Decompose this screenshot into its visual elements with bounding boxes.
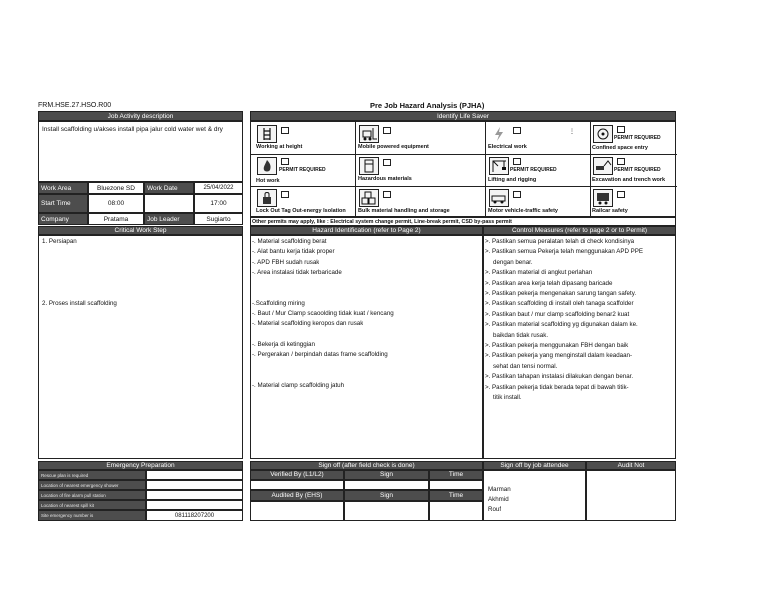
forklift-icon [359, 125, 379, 143]
permits-note-text: Other permits may apply, like : Electrical system change permit, Line-break permit, CSD by-pass permit [252, 219, 512, 225]
control-item: >. Pastikan pekerja mengenakan sarung tangan safety. [485, 290, 637, 298]
audited-time-field[interactable] [429, 501, 483, 521]
critical-step-header: Critical Work Step [38, 226, 243, 235]
hazard-item: -. Material scaffolding berat [252, 238, 327, 245]
control-item: titik install. [493, 394, 522, 402]
work-date-label: Work Date [144, 182, 194, 194]
control-item: baikdan tidak rusak. [493, 331, 549, 339]
critical-step: 2. Proses install scaffolding [42, 300, 117, 307]
control-item: >. Pastikan tahapan instalasi dilakukan dengan benar. [485, 373, 634, 381]
work-area-label: Work Area [38, 182, 88, 194]
audit-notes-box[interactable] [586, 470, 676, 521]
start-time-label: Start Time [38, 194, 88, 213]
emergency-value[interactable] [146, 470, 243, 480]
life-saver-label: Excavation and trench work [592, 177, 666, 183]
hazard-item: -. APD FBH sudah rusak [252, 259, 320, 266]
audited-by-label: Audited By (EHS) [250, 490, 344, 501]
checkbox[interactable] [281, 158, 289, 165]
company-label: Company [38, 213, 88, 225]
life-saver-cell [485, 122, 591, 155]
critical-step: 1. Persiapan [42, 238, 77, 245]
checkbox[interactable] [383, 159, 391, 166]
life-saver-label: Mobile powered equipment [358, 144, 429, 150]
life-saver-label: Lifting and rigging [488, 177, 537, 183]
ladder-icon [257, 125, 277, 143]
control-item: >. Pastikan area kerja telah dipasang baricade [485, 279, 613, 287]
hazard-item: -. Pergerakan / berpindah datas frame scaffolding [252, 351, 388, 358]
job-activity-header: Job Activity description [38, 111, 243, 121]
job-leader-value: Sugiarto [194, 213, 243, 225]
time-label: Time [429, 470, 483, 480]
audited-sign-field[interactable] [344, 501, 429, 521]
hazards-box [250, 235, 483, 459]
control-item: >. Pastikan semua peralatan telah di check kondisinya [485, 238, 635, 245]
attendee-name: Rouf [488, 506, 502, 513]
permits-note [250, 217, 676, 226]
hazmat-icon [359, 157, 379, 175]
attendee-header: Sign off by job attendee [483, 461, 586, 470]
life-saver-cell [251, 186, 356, 217]
life-saver-cell [355, 154, 486, 187]
emergency-label: Site emergency number is [38, 510, 146, 521]
checkbox[interactable] [383, 127, 391, 134]
control-header: Control Measures (refer to page 2 or to Permit) [483, 226, 676, 235]
life-saver-cell [355, 122, 486, 155]
confined-space-icon [593, 125, 613, 143]
critical-steps-box [38, 235, 243, 459]
audited-by-field[interactable] [250, 501, 344, 521]
hazard-item: -. Bekerja di ketinggian [252, 341, 315, 348]
life-saver-cell [485, 186, 591, 217]
checkbox[interactable] [513, 191, 521, 198]
life-saver-grid [250, 121, 676, 217]
emergency-number[interactable]: 081118207200 [146, 510, 243, 521]
hazard-item: -. Material clamp scaffolding jatuh [252, 382, 345, 389]
controls-list [485, 237, 643, 404]
boxes-icon [359, 189, 379, 207]
form-code: FRM.HSE.27.HSO.R00 [38, 102, 112, 109]
company-value: Pratama [88, 213, 144, 225]
control-item: dengan benar. [493, 258, 533, 266]
control-item: >. Pastikan pekerja tidak berada tepat di bawah titik- [485, 383, 629, 391]
vehicle-icon [489, 189, 509, 207]
life-saver-label: Hot work [256, 178, 280, 184]
emergency-label: Location of nearest spill kit [38, 500, 146, 510]
attendee-name: Akhmid [488, 496, 509, 503]
sign-label: Sign [344, 470, 429, 480]
flame-icon [257, 157, 277, 175]
electric-mark: ⋮ [569, 129, 575, 135]
life-saver-label: Hazardous materials [358, 176, 412, 182]
checkbox[interactable] [617, 158, 625, 165]
lock-icon [257, 189, 277, 207]
verified-sign-field[interactable] [344, 480, 429, 490]
audit-header: Audit Not [586, 461, 676, 470]
verified-by-label: Verified By (L1/L2) [250, 470, 344, 480]
end-time-value: 17:00 [194, 194, 243, 213]
excavator-icon [593, 157, 613, 175]
control-item: >. Pastikan material di angkut perlahan [485, 269, 593, 277]
controls-box [483, 235, 676, 459]
railcar-icon [593, 189, 613, 207]
checkbox[interactable] [617, 191, 625, 198]
life-saver-label: Bulk material handling and storage [358, 208, 450, 214]
crane-icon [489, 157, 509, 175]
life-saver-label: Electrical work [488, 144, 527, 150]
permit-required-label: PERMIT REQUIRED [279, 167, 326, 173]
work-area-value: Bluezone SD [88, 182, 144, 194]
time-label: Time [429, 490, 483, 501]
page-title: Pre Job Hazard Analysis (PJHA) [370, 101, 485, 110]
checkbox[interactable] [281, 191, 289, 198]
hazard-item: -.Scaffolding miring [252, 300, 305, 307]
verified-time-field[interactable] [429, 480, 483, 490]
emergency-value[interactable] [146, 480, 243, 490]
control-item: sehat dan tensi normal. [493, 362, 558, 370]
control-item: >. Pastikan pekerja menggunakan FBH dengan baik [485, 342, 629, 350]
attendee-name: Marman [488, 486, 511, 493]
checkbox[interactable] [513, 158, 521, 165]
job-leader-label: Job Leader [144, 213, 194, 225]
permit-required-label: PERMIT REQUIRED [614, 167, 661, 173]
sign-label: Sign [344, 490, 429, 501]
signoff-header: Sign off (after field check is done) [250, 461, 483, 470]
verified-by-field[interactable] [250, 480, 344, 490]
checkbox[interactable] [383, 191, 391, 198]
life-saver-cell [590, 122, 677, 155]
job-activity-box [38, 121, 243, 182]
start-time-value: 08:00 [88, 194, 144, 213]
life-saver-label: Railcar safety [592, 208, 628, 214]
checkbox[interactable] [281, 127, 289, 134]
control-item: >. Pastikan scaffolding di install oleh tanaga scaffolder [485, 300, 634, 308]
checkbox[interactable] [617, 126, 625, 133]
checkbox[interactable] [513, 127, 521, 134]
emergency-header: Emergency Preparation [38, 461, 243, 470]
hazard-item: -. Area instalasi tidak terbaricade [252, 269, 342, 276]
life-saver-label: Working at height [256, 144, 303, 150]
emergency-label: Location of nearest emergency shower [38, 480, 146, 490]
life-saver-label: Motor vehicle-traffic safety [488, 208, 558, 214]
life-saver-cell [251, 154, 356, 187]
life-saver-header: Identify Life Saver [250, 111, 676, 121]
electric-icon [489, 125, 509, 143]
emergency-label: Rescue plan is required [38, 470, 146, 480]
emergency-value[interactable] [146, 500, 243, 510]
permit-required-label: PERMIT REQUIRED [510, 167, 557, 173]
job-activity-text: Install scaffolding u/akses install pipa jalur cold water wet & dry [42, 126, 223, 133]
emergency-label: Location of fire alarm pull station [38, 490, 146, 500]
work-date-value: 25/04/2022 [194, 182, 243, 194]
hazard-item: -. Baut / Mur Clamp scaoolding tidak kuat / kencang [252, 310, 394, 317]
hazard-header: Hazard Identification (refer to Page 2) [250, 226, 483, 235]
life-saver-cell [251, 122, 356, 155]
life-saver-cell [485, 154, 591, 187]
emergency-value[interactable] [146, 490, 243, 500]
hazard-item: -. Material scaffolding keropos dan rusak [252, 320, 364, 327]
permit-required-label: PERMIT REQUIRED [614, 135, 661, 141]
blank-time-cell [144, 194, 194, 213]
control-item: >. Pastikan material scaffolding yg digunakan dalam ke. [485, 321, 638, 329]
hazard-item: -. Alat bantu kerja tidak proper [252, 248, 335, 255]
life-saver-cell [355, 186, 486, 217]
control-item: >. Pastikan baut / mur clamp scaffolding benar2 kuat [485, 310, 630, 318]
life-saver-cell [590, 186, 677, 217]
life-saver-cell [590, 154, 677, 187]
control-item: >. Pastikan pekerja yang menginstall dalam keadaan- [485, 352, 633, 360]
attendee-list [483, 470, 586, 521]
life-saver-label: Confined space entry [592, 145, 648, 151]
life-saver-label: Lock Out Tag Out-energy Isolation [256, 208, 346, 214]
control-item: >. Pastikan semua Pekerja telah menggunakan APD PPE [485, 248, 644, 256]
